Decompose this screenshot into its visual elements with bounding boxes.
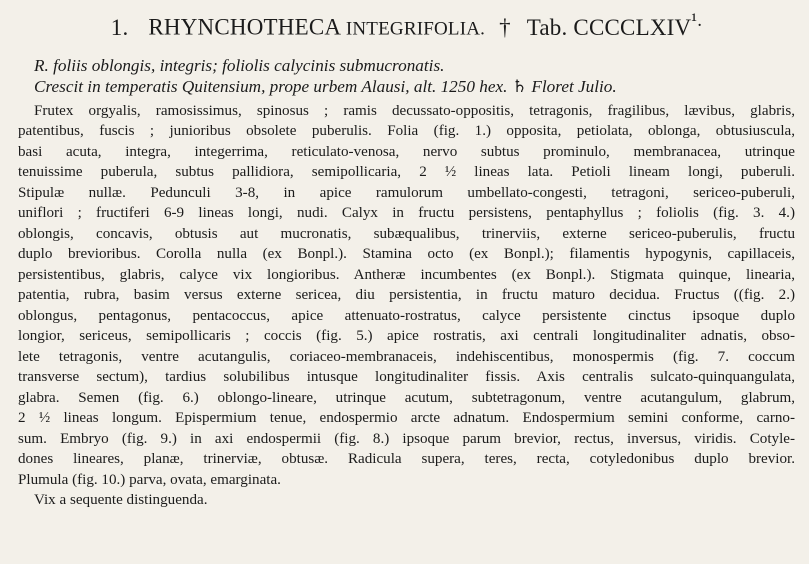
genus-name: RHYNCHOTHECA (148, 14, 340, 40)
footnote-mark: ¹. (691, 10, 703, 31)
habitat-line: Crescit in temperatis Quitensium, prope urbem Alausi, alt. 1250 hex. ♄ Floret Julio. (34, 76, 617, 96)
description-line: glabra. Semen (fig. 6.) oblongo-lineare, utrinque acutum, subtetragonum, ventre acutangulum, glabrum, (18, 389, 795, 406)
description-line: longior, sericeus, semipollicaris ; coccis (fig. 5.) apice rostratis, axi centrali longitudinaliter adnatis, obso- (18, 328, 795, 345)
description-line: tenuissime puberula, subtus pallidiora, semipollicaria, 2 ½ lineas lata. Petioli lineam longi, puberuli. (18, 164, 795, 181)
dagger-mark: † (499, 14, 511, 40)
description-line: dones lineares, planæ, trinerviæ, obtusæ. Radicula supera, teres, recta, cotyledonibus duplo brevior. (18, 451, 795, 468)
description-line: 2 ½ lineas longum. Epispermium tenue, endospermio arcte adnatum. Endospermium semini conforme, carno- (18, 410, 795, 427)
closing-remark: Vix a sequente distinguenda. (34, 492, 208, 509)
description-line: persistentibus, glabris, calyce vix longioribus. Antheræ incumbentes (ex Bonpl.). Stigmata quinque, linearia, (18, 266, 795, 283)
description-body (18, 101, 795, 491)
plate-reference: Tab. CCCCLXIV (526, 14, 692, 40)
diagnosis: R. foliis oblongis, integris; foliolis calycinis submucronatis. (34, 55, 445, 75)
description-line: transverse sectum), tardius solubilibus intusque longitudinaliter fissis. Axis centralis sulcato-quinquangulata, (18, 369, 795, 386)
description-line: lete tetragonis, ventre acutangulis, coriaceo-membranaceis, indehiscentibus, monospermis (fig. 7. coccum (18, 348, 795, 365)
description-line: patentia, rubra, basim versus externe sericea, diu persistentia, in fructu maturo decidua. Fructus ((fig. 2.) (18, 287, 795, 304)
description-line: patentibus, fuscis ; junioribus obsolete puberulis. Folia (fig. 1.) opposita, petiolata, oblonga, obtusiuscula, (18, 123, 795, 140)
description-line: oblongis, concavis, obtusis aut mucronatis, subæqualibus, trinerviis, externe sericeo-puberulis, fructu (18, 225, 795, 242)
description-line: Stipulæ nullæ. Pedunculi 3-8, in apice ramulorum umbellato-congesti, tetragoni, sericeo-puberuli, (18, 184, 795, 201)
page-title (18, 10, 795, 41)
description-line: oblongus, pentagonus, pentacoccus, apice attenuato-rostratus, calyce persistente cinctus ipsoque duplo (18, 307, 795, 324)
description-line: Frutex orgyalis, ramosissimus, spinosus ; ramis decussato-oppositis, tetragonis, fragilibus, lævibus, glabris, (34, 102, 795, 119)
description-line: uniflori ; fructiferi 6-9 lineas longi, nudi. Calyx in fructu persistens, pentaphyllus ; foliolis (fig. 3. 4.) (18, 205, 795, 222)
description-line: basi acuta, integra, integerrima, reticulato-venosa, nervo subtus prominulo, membranacea, utrinque (18, 143, 795, 160)
species-epithet: INTEGRIFOLIA. (345, 18, 486, 40)
description-line: Plumula (fig. 10.) parva, ovata, emarginata. (18, 471, 281, 488)
description-line: duplo brevioribus. Corolla nulla (ex Bonpl.). Stamina octo (ex Bonpl.); filamentis hypogynis, capillaceis, (18, 246, 795, 263)
description-line: sum. Embryo (fig. 9.) in axi endospermii (fig. 8.) ipsoque parum brevior, rectus, inversus, viridis. Cotyle- (18, 430, 795, 447)
species-number: 1. (110, 14, 129, 40)
